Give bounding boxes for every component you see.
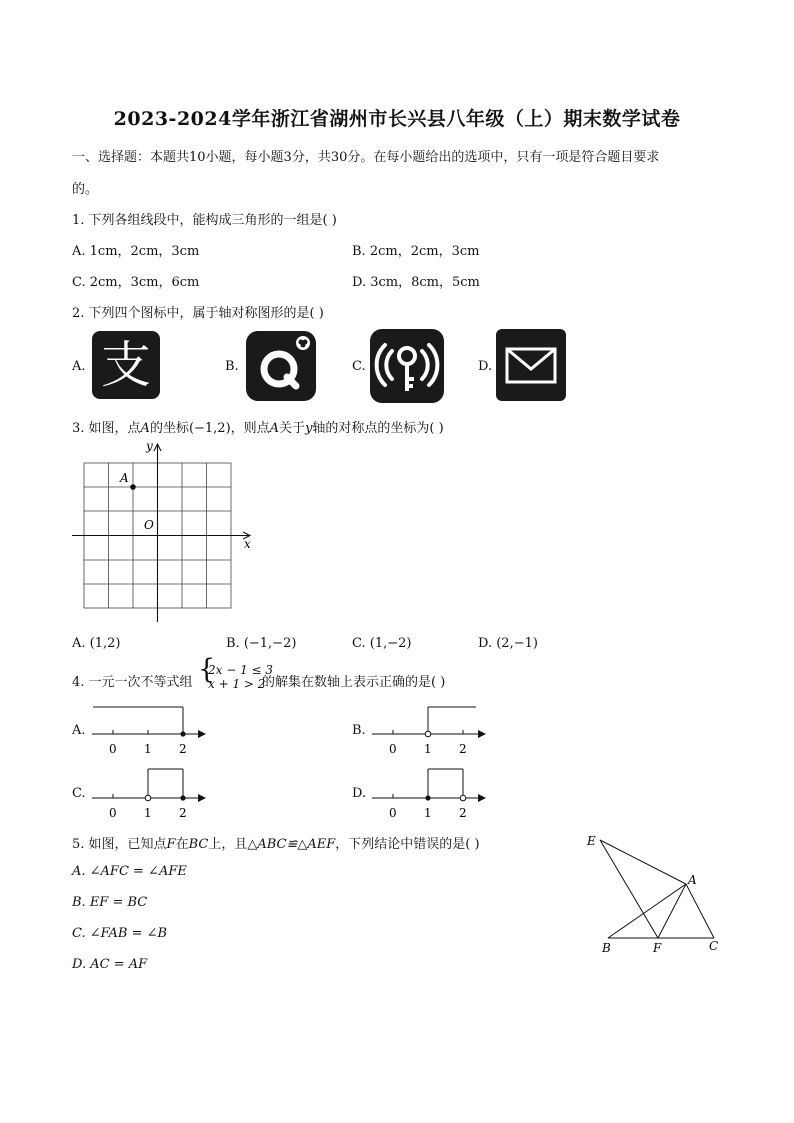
- tick-2: 2: [459, 806, 467, 820]
- tick-2: 2: [459, 742, 467, 756]
- q4-inequality-system: [198, 654, 274, 694]
- segment-ab: [608, 884, 686, 938]
- tick-0: 0: [109, 806, 117, 820]
- q4-stem-pre: 4. 一元一次不等式组: [72, 675, 193, 690]
- wifi-key-svg: [370, 329, 444, 403]
- q3-option-a[interactable]: A. (1,2): [72, 636, 121, 651]
- q4-numberline-c: [90, 764, 210, 824]
- tick-1: 1: [424, 806, 432, 820]
- q2-option-c[interactable]: C.: [352, 359, 366, 374]
- q3-stem-post: 轴的对称点的坐标为( ): [312, 421, 444, 436]
- q3-option-d[interactable]: D. (2,−1): [478, 636, 538, 651]
- q5-stem-congruence: △ABC≌△AEF: [247, 837, 336, 852]
- q2-option-d[interactable]: D.: [478, 359, 493, 374]
- segment-ac: [686, 884, 714, 938]
- label-f: F: [653, 941, 662, 955]
- q1-option-d[interactable]: D. 3cm，8cm，5cm: [352, 275, 480, 290]
- tick-1: 1: [424, 742, 432, 756]
- tick-1: 1: [144, 742, 152, 756]
- y-axis-label: y: [146, 439, 153, 453]
- tick-0: 0: [389, 806, 397, 820]
- q5-stem-mid: 在: [175, 837, 189, 852]
- q3-stem-mid: 的坐标(−1,2)，则点: [149, 421, 270, 436]
- q3-option-c[interactable]: C. (1,−2): [352, 636, 412, 651]
- point-a: [130, 484, 136, 490]
- mail-icon: [496, 329, 566, 401]
- section-instructions-line2: 的。: [72, 182, 99, 197]
- q4-stem-post: 的解集在数轴上表示正确的是( ): [262, 675, 446, 690]
- wifi-key-icon: [370, 329, 444, 403]
- q1-stem: 1. 下列各组线段中，能构成三角形的一组是( ): [72, 213, 337, 228]
- q1-option-c[interactable]: C. 2cm，3cm，6cm: [72, 275, 200, 290]
- q5-triangle-figure: [580, 828, 730, 960]
- q4-option-d[interactable]: D.: [352, 786, 367, 801]
- q5-stem-bc: BC: [188, 837, 209, 852]
- q4-inequality-2: x + 1 > 2: [208, 677, 266, 691]
- q4-numberline-b: [370, 700, 490, 760]
- q5-option-c[interactable]: C. ∠FAB = ∠B: [72, 926, 168, 941]
- q3-option-b[interactable]: B. (−1,−2): [226, 636, 297, 651]
- search-q-icon: [246, 331, 316, 401]
- point-a-label: A: [120, 471, 129, 485]
- q3-stem: [72, 417, 444, 436]
- q1-option-a[interactable]: A. 1cm，2cm，3cm: [72, 244, 200, 259]
- q5-stem-pre: 5. 如图，已知点: [72, 837, 167, 852]
- q5-stem-f: F: [166, 837, 176, 852]
- tick-0: 0: [389, 742, 397, 756]
- q5-stem: [72, 833, 480, 852]
- label-c: C: [709, 939, 719, 953]
- alipay-glyph: 支: [101, 336, 151, 394]
- q3-stem-point-a: A: [140, 421, 150, 436]
- q3-stem-mid2: 关于: [279, 421, 306, 436]
- q4-option-a[interactable]: A.: [72, 723, 86, 738]
- tick-0: 0: [109, 742, 117, 756]
- q5-option-d[interactable]: D. AC = AF: [72, 957, 148, 972]
- origin-label: O: [144, 518, 154, 532]
- q3-stem-point-a2: A: [269, 421, 280, 436]
- q2-stem: 2. 下列四个图标中，属于轴对称图形的是( ): [72, 306, 324, 321]
- q4-brace: {: [198, 654, 216, 685]
- q3-stem-y: y: [305, 421, 313, 436]
- q1-option-b[interactable]: B. 2cm，2cm，3cm: [352, 244, 480, 259]
- q4-option-b[interactable]: B.: [352, 723, 366, 738]
- q4-numberline-a: [90, 700, 210, 760]
- q5-option-b[interactable]: B. EF = BC: [72, 895, 148, 910]
- alipay-icon: [92, 331, 160, 399]
- q2-option-b[interactable]: B.: [225, 359, 239, 374]
- q3-stem-pre: 3. 如图，点: [72, 421, 141, 436]
- label-e: E: [587, 834, 596, 848]
- q5-option-a[interactable]: A. ∠AFC = ∠AFE: [72, 864, 187, 879]
- q4-option-c[interactable]: C.: [72, 786, 86, 801]
- label-a: A: [688, 873, 697, 887]
- label-b: B: [602, 941, 611, 955]
- q3-coordinate-grid: [66, 436, 266, 626]
- page-title: 2023-2024学年浙江省湖州市长兴县八年级（上）期末数学试卷: [113, 108, 681, 130]
- tick-1: 1: [144, 806, 152, 820]
- tick-2: 2: [179, 806, 187, 820]
- q2-option-a[interactable]: A.: [72, 359, 86, 374]
- search-q-svg: [246, 331, 316, 401]
- q4-inequality-1: 2x − 1 ≤ 3: [208, 663, 274, 677]
- q5-stem-post: ，下列结论中错误的是( ): [335, 837, 480, 852]
- mail-svg: [496, 329, 566, 401]
- section-instructions-line1: 一、选择题：本题共10小题，每小题3分，共30分。在每小题给出的选项中，只有一项是符合题目要求: [72, 150, 660, 165]
- q4-numberline-d: [370, 764, 490, 824]
- segment-af: [658, 884, 686, 938]
- x-axis-label: x: [244, 537, 251, 551]
- tick-2: 2: [179, 742, 187, 756]
- q5-stem-mid2: 上，且: [208, 837, 248, 852]
